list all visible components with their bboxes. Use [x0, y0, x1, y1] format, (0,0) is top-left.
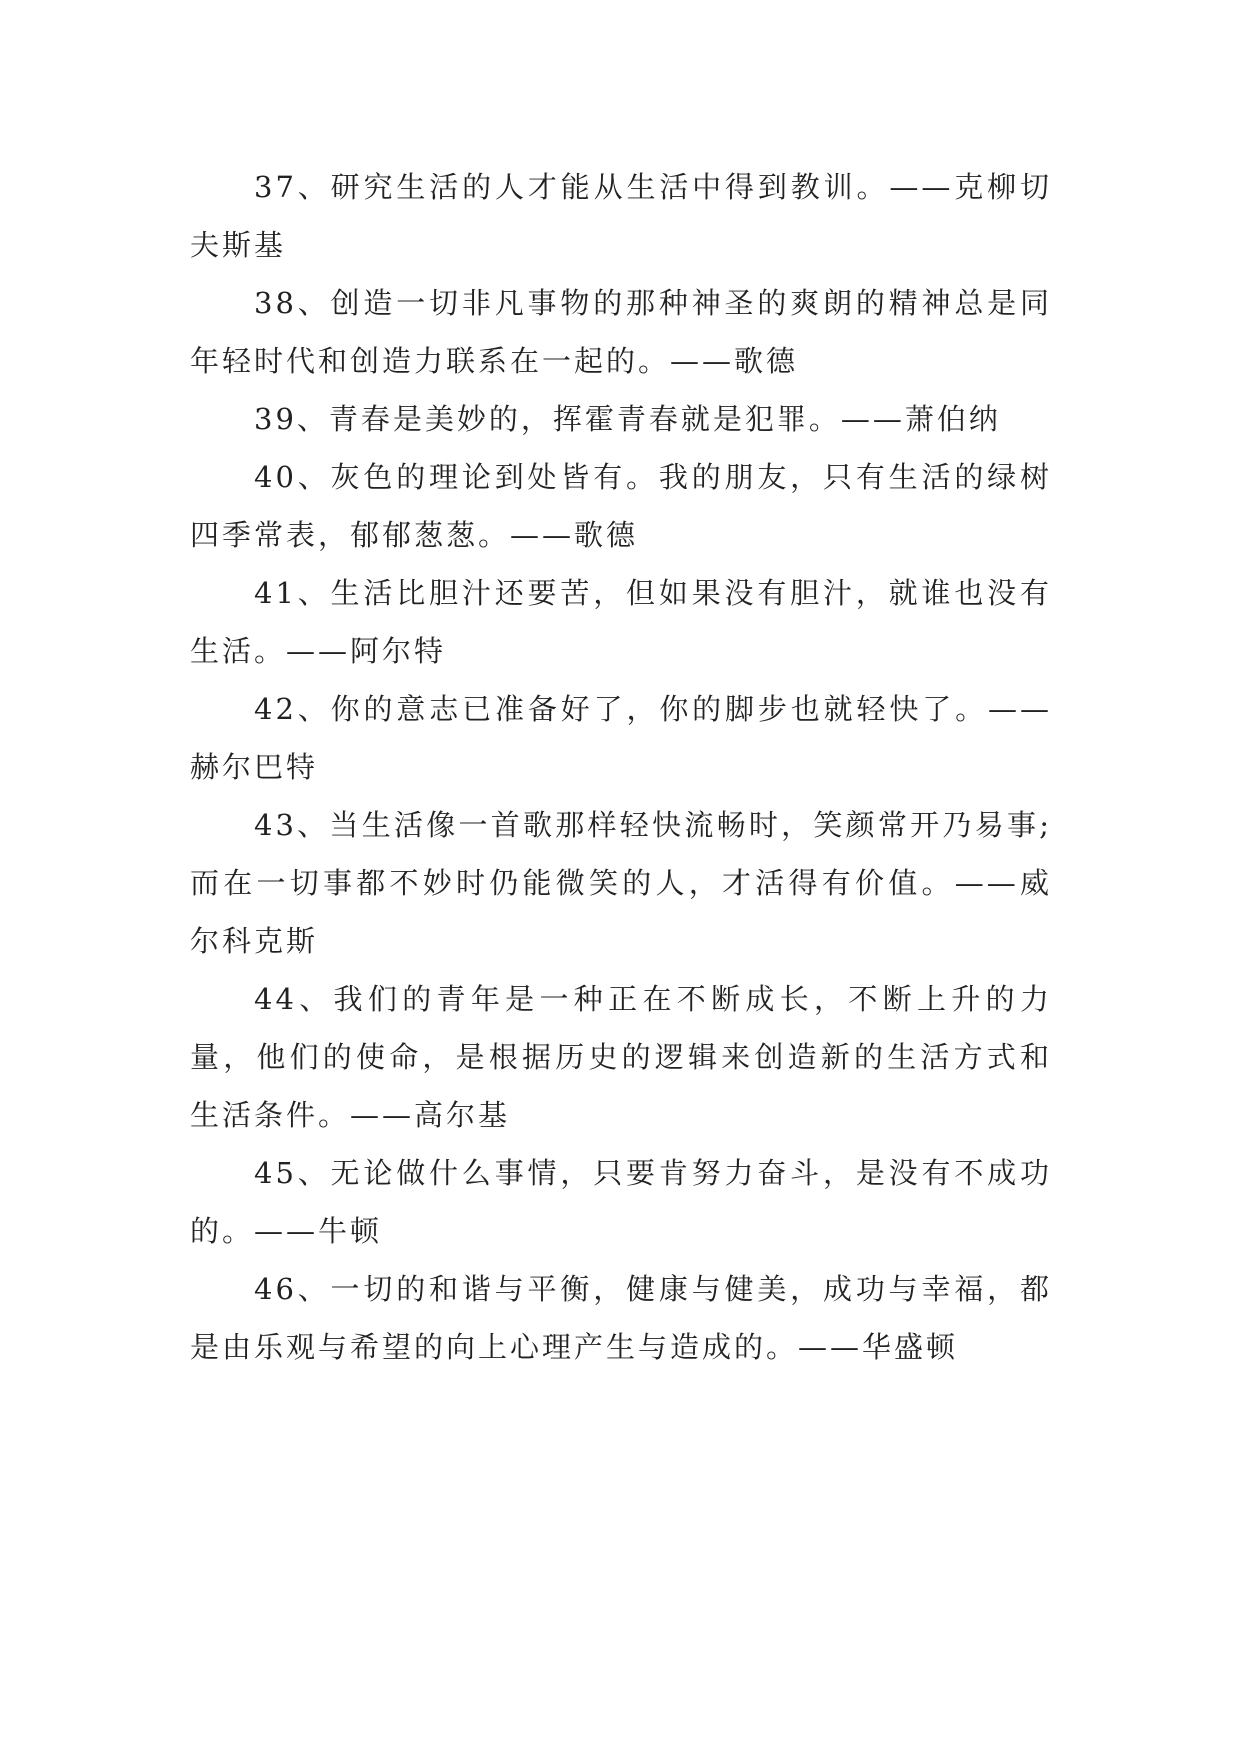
- quote-paragraph: 40、灰色的理论到处皆有。我的朋友，只有生活的绿树四季常表，郁郁葱葱。——歌德: [190, 460, 1052, 552]
- quote-paragraph: 41、生活比胆汁还要苦，但如果没有胆汁，就谁也没有生活。——阿尔特: [190, 576, 1052, 668]
- quote-paragraph: 39、青春是美妙的，挥霍青春就是犯罪。——萧伯纳: [254, 402, 1001, 436]
- quote-paragraph: 46、一切的和谐与平衡，健康与健美，成功与幸福，都是由乐观与希望的向上心理产生与造成的。——华盛顿: [190, 1272, 1052, 1364]
- quote-paragraph: 38、创造一切非凡事物的那种神圣的爽朗的精神总是同年轻时代和创造力联系在一起的。——歌德: [190, 286, 1052, 378]
- quote-paragraph: 42、你的意志已准备好了，你的脚步也就轻快了。——赫尔巴特: [190, 692, 1052, 784]
- quote-paragraph: 43、当生活像一首歌那样轻快流畅时，笑颜常开乃易事;而在一切事都不妙时仍能微笑的人，才活得有价值。——威尔科克斯: [190, 808, 1052, 958]
- quote-paragraph: 44、我们的青年是一种正在不断成长，不断上升的力量，他们的使命，是根据历史的逻辑来创造新的生活方式和生活条件。——高尔基: [190, 982, 1052, 1132]
- quote-paragraph: 37、研究生活的人才能从生活中得到教训。——克柳切夫斯基: [190, 170, 1052, 262]
- quote-paragraph: 45、无论做什么事情，只要肯努力奋斗，是没有不成功的。——牛顿: [190, 1156, 1052, 1248]
- quote-list: [190, 158, 1052, 1376]
